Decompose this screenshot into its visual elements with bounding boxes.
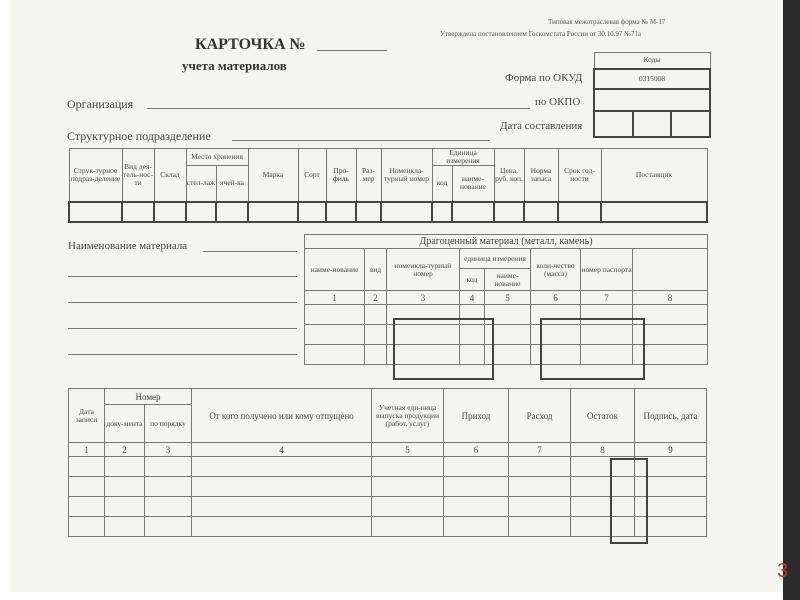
- mv-cell[interactable]: [372, 477, 444, 497]
- cell-division[interactable]: [69, 202, 122, 222]
- date-year-cell[interactable]: [671, 111, 710, 137]
- card-title: КАРТОЧКА №: [195, 36, 306, 53]
- col-size: Раз-мер: [356, 149, 381, 202]
- dark-edge: [783, 0, 800, 600]
- mv-cell[interactable]: [509, 517, 571, 537]
- mv-cell[interactable]: [105, 517, 145, 537]
- mv-cell[interactable]: [69, 477, 105, 497]
- card-number-line[interactable]: [317, 50, 387, 51]
- material-name-line-2[interactable]: [68, 276, 297, 277]
- col-unit-code: код: [432, 166, 452, 202]
- cell-brand[interactable]: [248, 202, 298, 222]
- col-stock-norm: Норма запаса: [524, 149, 558, 202]
- organization-line[interactable]: [147, 108, 530, 109]
- col-grade: Сорт: [298, 149, 326, 202]
- mv-cell[interactable]: [509, 457, 571, 477]
- col-rack: стел-лаж: [186, 166, 216, 202]
- cell-stock-norm[interactable]: [524, 202, 558, 222]
- col-division: Струк-турное подраз-деление: [69, 149, 122, 202]
- cell-unit-code[interactable]: [432, 202, 452, 222]
- cell-unit-name[interactable]: [452, 202, 494, 222]
- pm-cell[interactable]: [305, 345, 365, 365]
- pm-num-5: 5: [485, 291, 531, 305]
- col-warehouse: Склад: [154, 149, 186, 202]
- pm-col-quantity: коли-чество (масса): [531, 249, 581, 291]
- pm-col-extra: [633, 249, 708, 291]
- organization-label: Организация: [67, 97, 134, 111]
- mv-num-1: 1: [69, 443, 105, 457]
- col-shelf-life: Срок год-ности: [558, 149, 601, 202]
- col-profile: Про-филь: [326, 149, 356, 202]
- col-unit: Единица измерения: [432, 149, 494, 166]
- mv-num-6: 6: [444, 443, 509, 457]
- cell-supplier[interactable]: [601, 202, 707, 222]
- col-cell: ячей-ка: [216, 166, 248, 202]
- mv-cell[interactable]: [145, 457, 192, 477]
- precious-material-table: [304, 234, 708, 365]
- cell-size[interactable]: [356, 202, 381, 222]
- material-name-line-3[interactable]: [68, 302, 297, 303]
- mv-cell[interactable]: [105, 497, 145, 517]
- mv-col-balance: Остаток: [571, 389, 635, 443]
- cell-item-number[interactable]: [381, 202, 432, 222]
- mv-cell[interactable]: [105, 477, 145, 497]
- pm-num-4: 4: [460, 291, 485, 305]
- mv-cell[interactable]: [145, 477, 192, 497]
- col-storage: Место хранения: [186, 149, 248, 166]
- mv-col-order: по порядку: [145, 405, 192, 443]
- okud-value[interactable]: 0315008: [594, 69, 710, 89]
- material-name-line-5[interactable]: [68, 354, 297, 355]
- mv-col-signature: Подпись, дата: [635, 389, 707, 443]
- mv-cell[interactable]: [372, 457, 444, 477]
- pm-row: [305, 325, 708, 345]
- cell-price[interactable]: [494, 202, 524, 222]
- pm-num-8: 8: [633, 291, 708, 305]
- col-unit-name: наиме-нование: [452, 166, 494, 202]
- mv-cell[interactable]: [192, 497, 372, 517]
- pm-cell[interactable]: [305, 305, 365, 325]
- cell-shelf-life[interactable]: [558, 202, 601, 222]
- mv-col-income: Приход: [444, 389, 509, 443]
- pm-row: [305, 345, 708, 365]
- form-sheet: [10, 0, 783, 592]
- mv-cell[interactable]: [509, 497, 571, 517]
- cell-cell[interactable]: [216, 202, 248, 222]
- pm-num-6: 6: [531, 291, 581, 305]
- okpo-value[interactable]: [594, 89, 710, 111]
- mv-cell[interactable]: [69, 497, 105, 517]
- mv-num-3: 3: [145, 443, 192, 457]
- cell-rack[interactable]: [186, 202, 216, 222]
- pm-highlight-box-1: [393, 318, 494, 380]
- cell-activity[interactable]: [122, 202, 154, 222]
- col-brand: Марка: [248, 149, 298, 202]
- page-number: 3: [777, 560, 789, 582]
- mv-highlight-box: [610, 458, 648, 544]
- pm-col-kind: вид: [365, 249, 387, 291]
- pm-num-3: 3: [387, 291, 460, 305]
- date-day-cell[interactable]: [594, 111, 633, 137]
- date-month-cell[interactable]: [633, 111, 672, 137]
- mv-cell[interactable]: [69, 457, 105, 477]
- mv-col-date: Дата записи: [69, 389, 105, 443]
- pm-highlight-box-2: [540, 318, 645, 380]
- mv-col-number: Номер: [105, 389, 192, 405]
- pm-cell[interactable]: [305, 325, 365, 345]
- mv-cell[interactable]: [444, 477, 509, 497]
- mv-cell[interactable]: [372, 517, 444, 537]
- material-name-label: Наименование материала: [68, 240, 188, 252]
- col-supplier: Поставщик: [601, 149, 707, 202]
- material-name-line-1[interactable]: [203, 251, 297, 252]
- pm-col-unit-code: код: [460, 269, 485, 291]
- pm-cell[interactable]: [365, 345, 387, 365]
- mv-cell[interactable]: [69, 517, 105, 537]
- mv-cell[interactable]: [105, 457, 145, 477]
- mv-cell[interactable]: [444, 497, 509, 517]
- mv-col-from-to: От кого получено или кому отпущено: [192, 389, 372, 443]
- col-activity: Вид дея-тель-нос-ти: [122, 149, 154, 202]
- precious-header: Драгоценный материал (металл, камень): [305, 235, 708, 249]
- material-name-line-4[interactable]: [68, 328, 297, 329]
- mv-cell[interactable]: [192, 517, 372, 537]
- mv-col-document: доку-мента: [105, 405, 145, 443]
- mv-num-9: 9: [635, 443, 707, 457]
- date-label: Дата составления: [500, 120, 583, 132]
- mv-cell[interactable]: [372, 497, 444, 517]
- pm-col-unit-name: наиме-нование: [485, 269, 531, 291]
- okud-label: Форма по ОКУД: [505, 72, 583, 84]
- mv-num-8: 8: [571, 443, 635, 457]
- codes-header: Коды: [594, 53, 710, 69]
- codes-table: [593, 52, 711, 138]
- mv-num-4: 4: [192, 443, 372, 457]
- mv-num-2: 2: [105, 443, 145, 457]
- col-item-number: Номенкла-турный номер: [381, 149, 432, 202]
- mv-cell[interactable]: [192, 477, 372, 497]
- form-type-note: Типовая межотраслевая форма № М-17: [548, 18, 666, 26]
- okpo-label: по ОКПО: [535, 96, 581, 108]
- cell-grade[interactable]: [298, 202, 326, 222]
- approval-note: Утверждена постановлением Госкомстата России от 30.10.97 №71а: [440, 30, 641, 38]
- division-line[interactable]: [232, 140, 490, 141]
- pm-num-7: 7: [581, 291, 633, 305]
- mv-cell[interactable]: [509, 477, 571, 497]
- pm-cell[interactable]: [365, 305, 387, 325]
- pm-col-item-number: номенкла-турный номер: [387, 249, 460, 291]
- mv-col-expense: Расход: [509, 389, 571, 443]
- mv-num-7: 7: [509, 443, 571, 457]
- material-details-table: [68, 148, 708, 223]
- pm-num-2: 2: [365, 291, 387, 305]
- mv-cell[interactable]: [444, 457, 509, 477]
- mv-col-unit: Учетная еди-ница выпуска продукции (работ, услуг): [372, 389, 444, 443]
- pm-num-1: 1: [305, 291, 365, 305]
- cell-warehouse[interactable]: [154, 202, 186, 222]
- col-price: Цена, руб. коп.: [494, 149, 524, 202]
- pm-row: [305, 305, 708, 325]
- pm-col-passport: номер паспорта: [581, 249, 633, 291]
- pm-col-name: наиме-нование: [305, 249, 365, 291]
- mv-cell[interactable]: [145, 497, 192, 517]
- pm-cell[interactable]: [365, 325, 387, 345]
- mv-cell[interactable]: [444, 517, 509, 537]
- pm-col-unit: единица измерения: [460, 249, 531, 269]
- cell-profile[interactable]: [326, 202, 356, 222]
- mv-cell[interactable]: [145, 517, 192, 537]
- division-label: Структурное подразделение: [67, 129, 211, 143]
- mv-num-5: 5: [372, 443, 444, 457]
- mv-cell[interactable]: [192, 457, 372, 477]
- card-subtitle: учета материалов: [182, 58, 287, 73]
